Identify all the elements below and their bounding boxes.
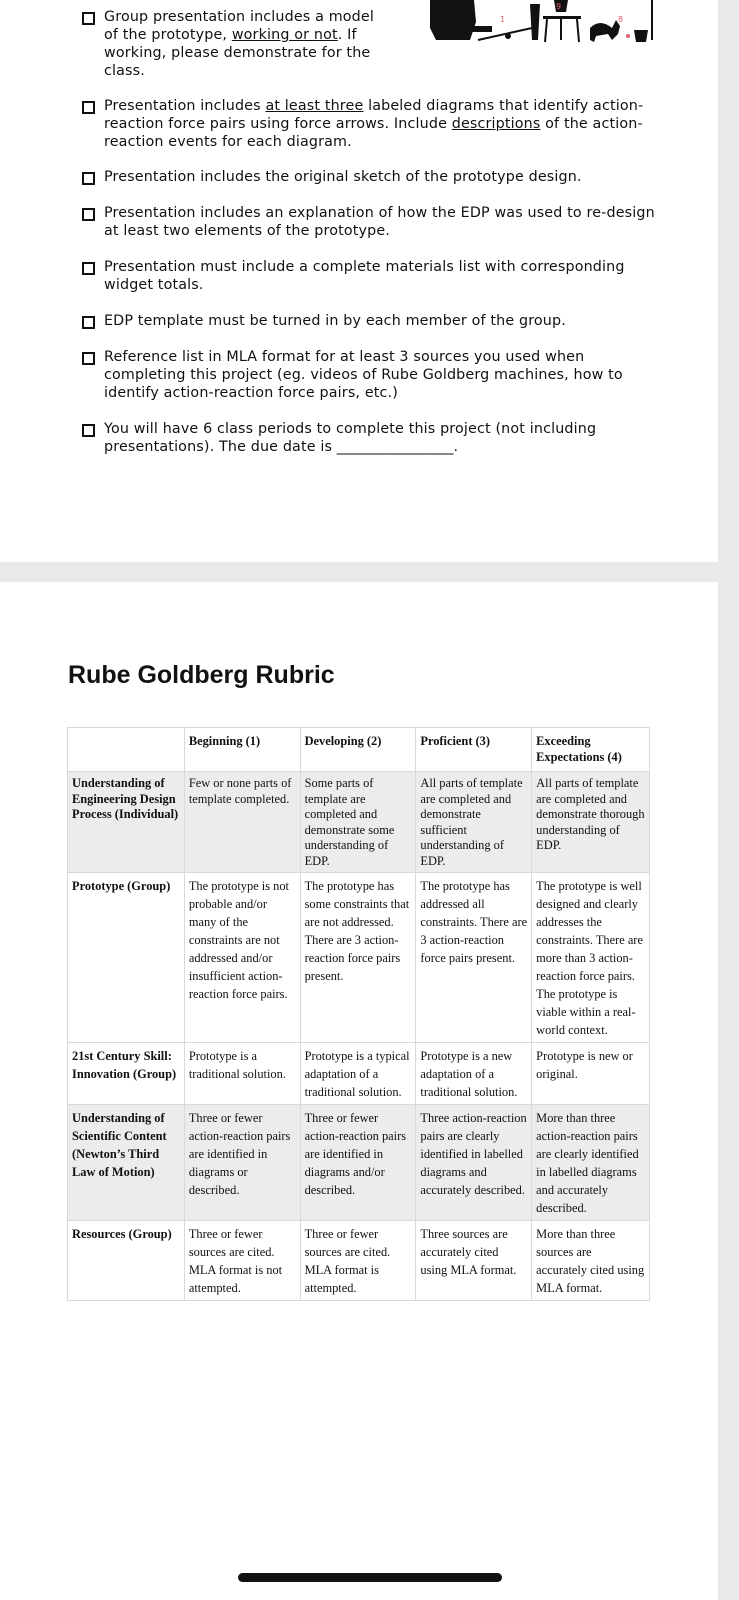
underlined-text: working or not [231,27,338,43]
checklist-item [82,258,662,294]
document-page-1 [0,0,718,562]
text-run: reaction events for each diagram. [104,134,352,150]
home-indicator[interactable] [238,1573,502,1582]
text-run: widget totals. [104,277,204,293]
rubric-cell: Few or none parts of template completed. [184,772,300,873]
rubric-criterion: Understanding of Scientific Content (Newton’s Third Law of Motion) [68,1105,185,1221]
svg-text:9: 9 [556,2,562,11]
rubric-criterion: Resources (Group) [68,1221,185,1301]
checkbox-icon[interactable] [82,262,95,275]
rubric-row [68,873,650,1043]
text-run: You will have 6 class periods to complete this project (not including [104,421,597,437]
text-run: completing this project (eg. videos of Rube Goldberg machines, how to [104,367,623,383]
rubric-header-cell: Exceeding Expectations (4) [532,728,650,772]
rubric-header-cell: Developing (2) [300,728,416,772]
rubric-cell: Prototype is a traditional solution. [184,1043,300,1105]
checklist-item [82,348,662,402]
svg-text:8: 8 [618,15,624,24]
rubric-cell: Some parts of template are completed and demonstrate some understanding of EDP. [300,772,416,873]
checklist-item [82,168,662,186]
text-run: working, please demonstrate for the [104,45,371,61]
text-run: EDP template must be turned in by each member of the group. [104,313,566,329]
checkbox-icon[interactable] [82,12,95,25]
text-run: labeled diagrams that identify action- [363,98,644,114]
text-run: class. [104,63,145,79]
rubric-cell: Three or fewer sources are cited. MLA format is not attempted. [184,1221,300,1301]
text-run: . If [337,27,357,43]
rubric-header-cell: Beginning (1) [184,728,300,772]
rubric-criterion: 21st Century Skill: Innovation (Group) [68,1043,185,1105]
checkbox-icon[interactable] [82,352,95,365]
rubric-cell: Prototype is a new adaptation of a traditional solution. [416,1043,532,1105]
rubric-cell: The prototype has some constraints that are not addressed. There are 3 action-reaction force pairs present. [300,873,416,1043]
checklist-item-text [104,204,655,240]
rubric-cell: Prototype is new or original. [532,1043,650,1105]
rubric-row [68,772,650,873]
rubric-cell: Three or fewer action-reaction pairs are identified in diagrams or described. [184,1105,300,1221]
text-run: at least two elements of the prototype. [104,223,390,239]
text-run: of the prototype, [104,27,232,43]
rubric-cell: Three sources are accurately cited using MLA format. [416,1221,532,1301]
rubric-cell: More than three sources are accurately cited using MLA format. [532,1221,650,1301]
text-run: Presentation includes an explanation of how the EDP was used to re-design [104,205,655,221]
rubric-table [67,727,650,1301]
rubric-row [68,1105,650,1221]
rubric-row [68,1221,650,1301]
text-run: Reference list in MLA format for at least 3 sources you used when [104,349,585,365]
text-run: of the action- [540,116,643,132]
rubric-criterion: Understanding of Engineering Design Process (Individual) [68,772,185,873]
rubric-cell: The prototype has addressed all constraints. There are 3 action-reaction force pairs present. [416,873,532,1043]
checkbox-icon[interactable] [82,101,95,114]
rubric-header-cell [68,728,185,772]
checkbox-icon[interactable] [82,424,95,437]
checklist-item-text [104,97,643,151]
text-run: Presentation includes [104,98,266,114]
checklist-item-text [104,8,374,80]
checklist-item [82,420,662,456]
checklist-item-text [104,168,582,186]
text-run: Presentation must include a complete materials list with corresponding [104,259,625,275]
rubric-row [68,1043,650,1105]
underlined-text: at least three [265,98,364,114]
text-run: Group presentation includes a model [104,9,374,25]
rubric-cell: All parts of template are completed and demonstrate sufficient understanding of EDP. [416,772,532,873]
checkbox-icon[interactable] [82,172,95,185]
rubric-header-row [68,728,650,772]
checklist-item-text [104,312,566,330]
rubric-title: Rube Goldberg Rubric [68,661,335,689]
rubric-cell: The prototype is not probable and/or many of the constraints are not addressed and/or insufficient action-reaction force pairs. [184,873,300,1043]
checklist-item [82,312,662,330]
rubric-criterion: Prototype (Group) [68,873,185,1043]
checklist-item-text [104,258,625,294]
rubric-cell: Three or fewer action-reaction pairs are identified in diagrams and/or described. [300,1105,416,1221]
rubric-cell: All parts of template are completed and demonstrate thorough understanding of EDP. [532,772,650,873]
rubric-cell: Prototype is a typical adaptation of a traditional solution. [300,1043,416,1105]
checklist-item-text [104,348,623,402]
checklist-item-text [104,420,596,456]
rubric-header-cell: Proficient (3) [416,728,532,772]
text-run: identify action-reaction force pairs, etc.) [104,385,398,401]
rubric-cell: Three or fewer sources are cited. MLA format is attempted. [300,1221,416,1301]
text-run: reaction force pairs using force arrows. Include [104,116,452,132]
rubric-cell: The prototype is well designed and clearly addresses the constraints. There are more than 3 action-reaction force pairs. The prototype is viable within a real-world context. [532,873,650,1043]
rubric-cell: Three action-reaction pairs are clearly identified in labelled diagrams and accurately described. [416,1105,532,1221]
checkbox-icon[interactable] [82,208,95,221]
checklist-item [82,97,662,151]
text-run: presentations). The due date is ________________. [104,439,459,455]
checklist-item [82,204,662,240]
checkbox-icon[interactable] [82,316,95,329]
text-run: Presentation includes the original sketch of the prototype design. [104,169,582,185]
rubric-cell: More than three action-reaction pairs are clearly identified in labelled diagrams and accurately described. [532,1105,650,1221]
underlined-text: descriptions [451,116,541,132]
svg-text:1: 1 [500,15,506,24]
checklist-item [82,8,662,80]
